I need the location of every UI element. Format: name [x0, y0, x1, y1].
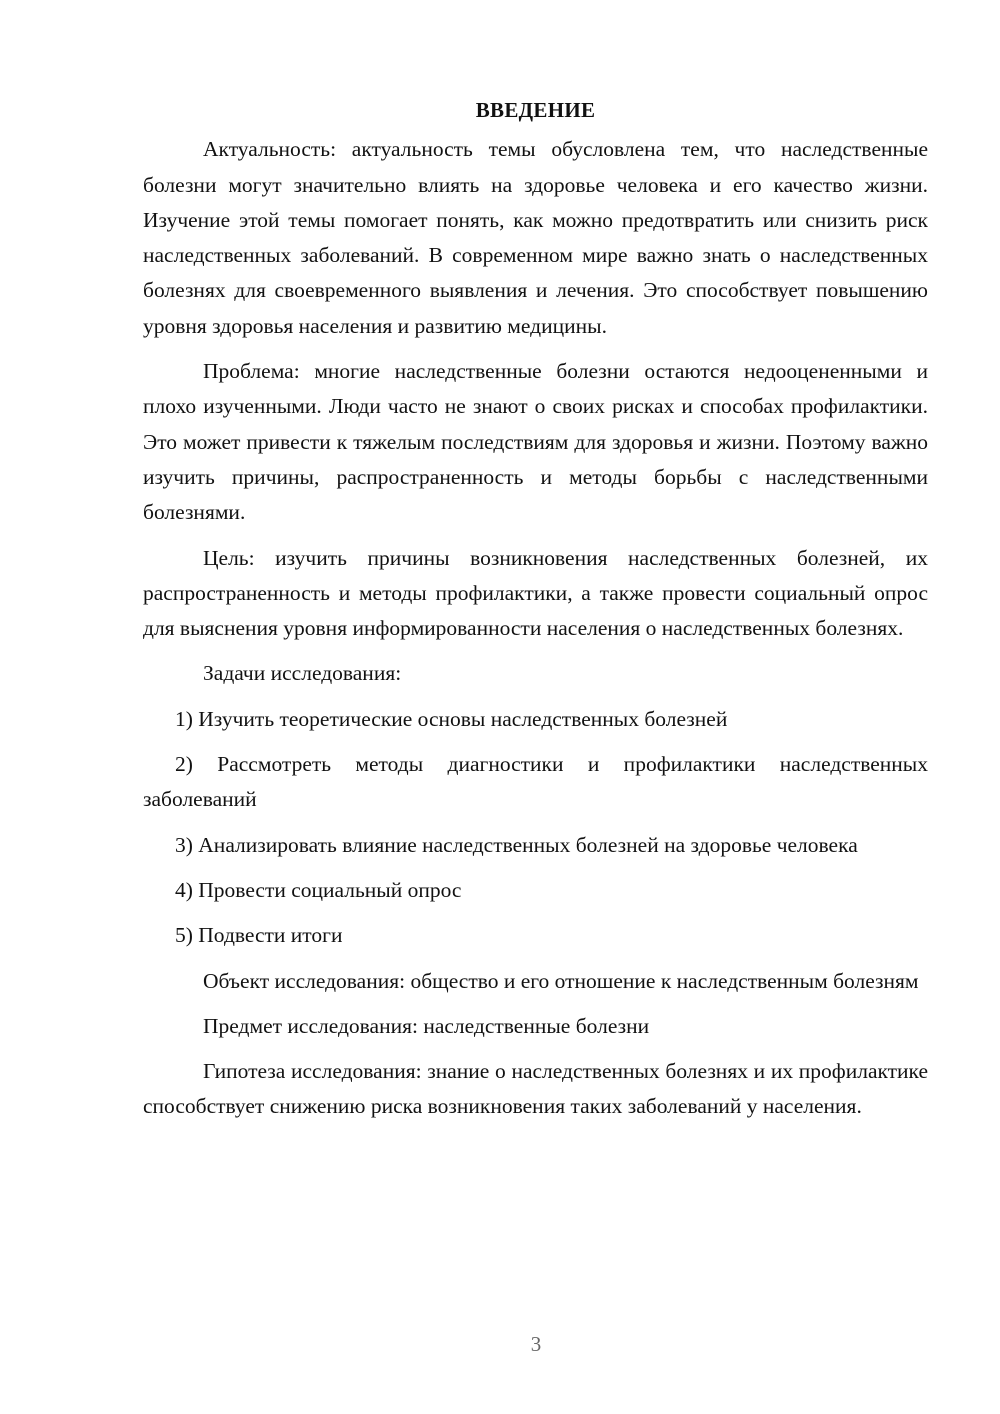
subject-paragraph: Предмет исследования: наследственные болезни	[203, 1013, 650, 1038]
page-number: 3	[530, 1332, 542, 1356]
goal-paragraph: Цель: изучить причины возникновения наследственных болезней, их распространенность и методы профилактики, а также провести социальный опрос для выяснения уровня информированности населения о наследственных болезнях.	[143, 545, 928, 641]
problem-paragraph: Проблема: многие наследственные болезни остаются недооцененными и плохо изученными. Люди часто не знают о своих рисках и способах профилактики. Это может привести к тяжелым последствиям для здоровья и жизни. Поэтому важно изучить причины, распространенность и методы борьбы с наследственными болезнями.	[143, 359, 928, 525]
document-page	[143, 93, 928, 1135]
page-title: ВВЕДЕНИЕ	[475, 98, 596, 122]
task-item-1: 1) Изучить теоретические основы наследственных болезней	[175, 706, 728, 731]
relevance-paragraph: Актуальность: актуальность темы обусловлена тем, что наследственные болезни могут значительно влиять на здоровье человека и его качество жизни. Изучение этой темы помогает понять, как можно предотвратить или снизить риск наследственных заболеваний. В современном мире важно знать о наследственных болезнях для своевременного выявления и лечения. Это способствует повышению уровня здоровья населения и развитию медицины.	[143, 137, 928, 338]
tasks-heading: Задачи исследования:	[203, 661, 402, 686]
task-item-4: 4) Провести социальный опрос	[175, 877, 462, 902]
task-item-3: 3) Анализировать влияние наследственных болезней на здоровье человека	[175, 832, 858, 857]
task-item-2: 2) Рассмотреть методы диагностики и профилактики наследственных заболеваний	[143, 752, 928, 812]
hypothesis-paragraph: Гипотеза исследования: знание о наследственных болезнях и их профилактике способствует снижению риска возникновения таких заболеваний у населения.	[143, 1059, 928, 1119]
task-item-5: 5) Подвести итоги	[175, 923, 343, 948]
object-paragraph: Объект исследования: общество и его отношение к наследственным болезням	[203, 968, 919, 993]
